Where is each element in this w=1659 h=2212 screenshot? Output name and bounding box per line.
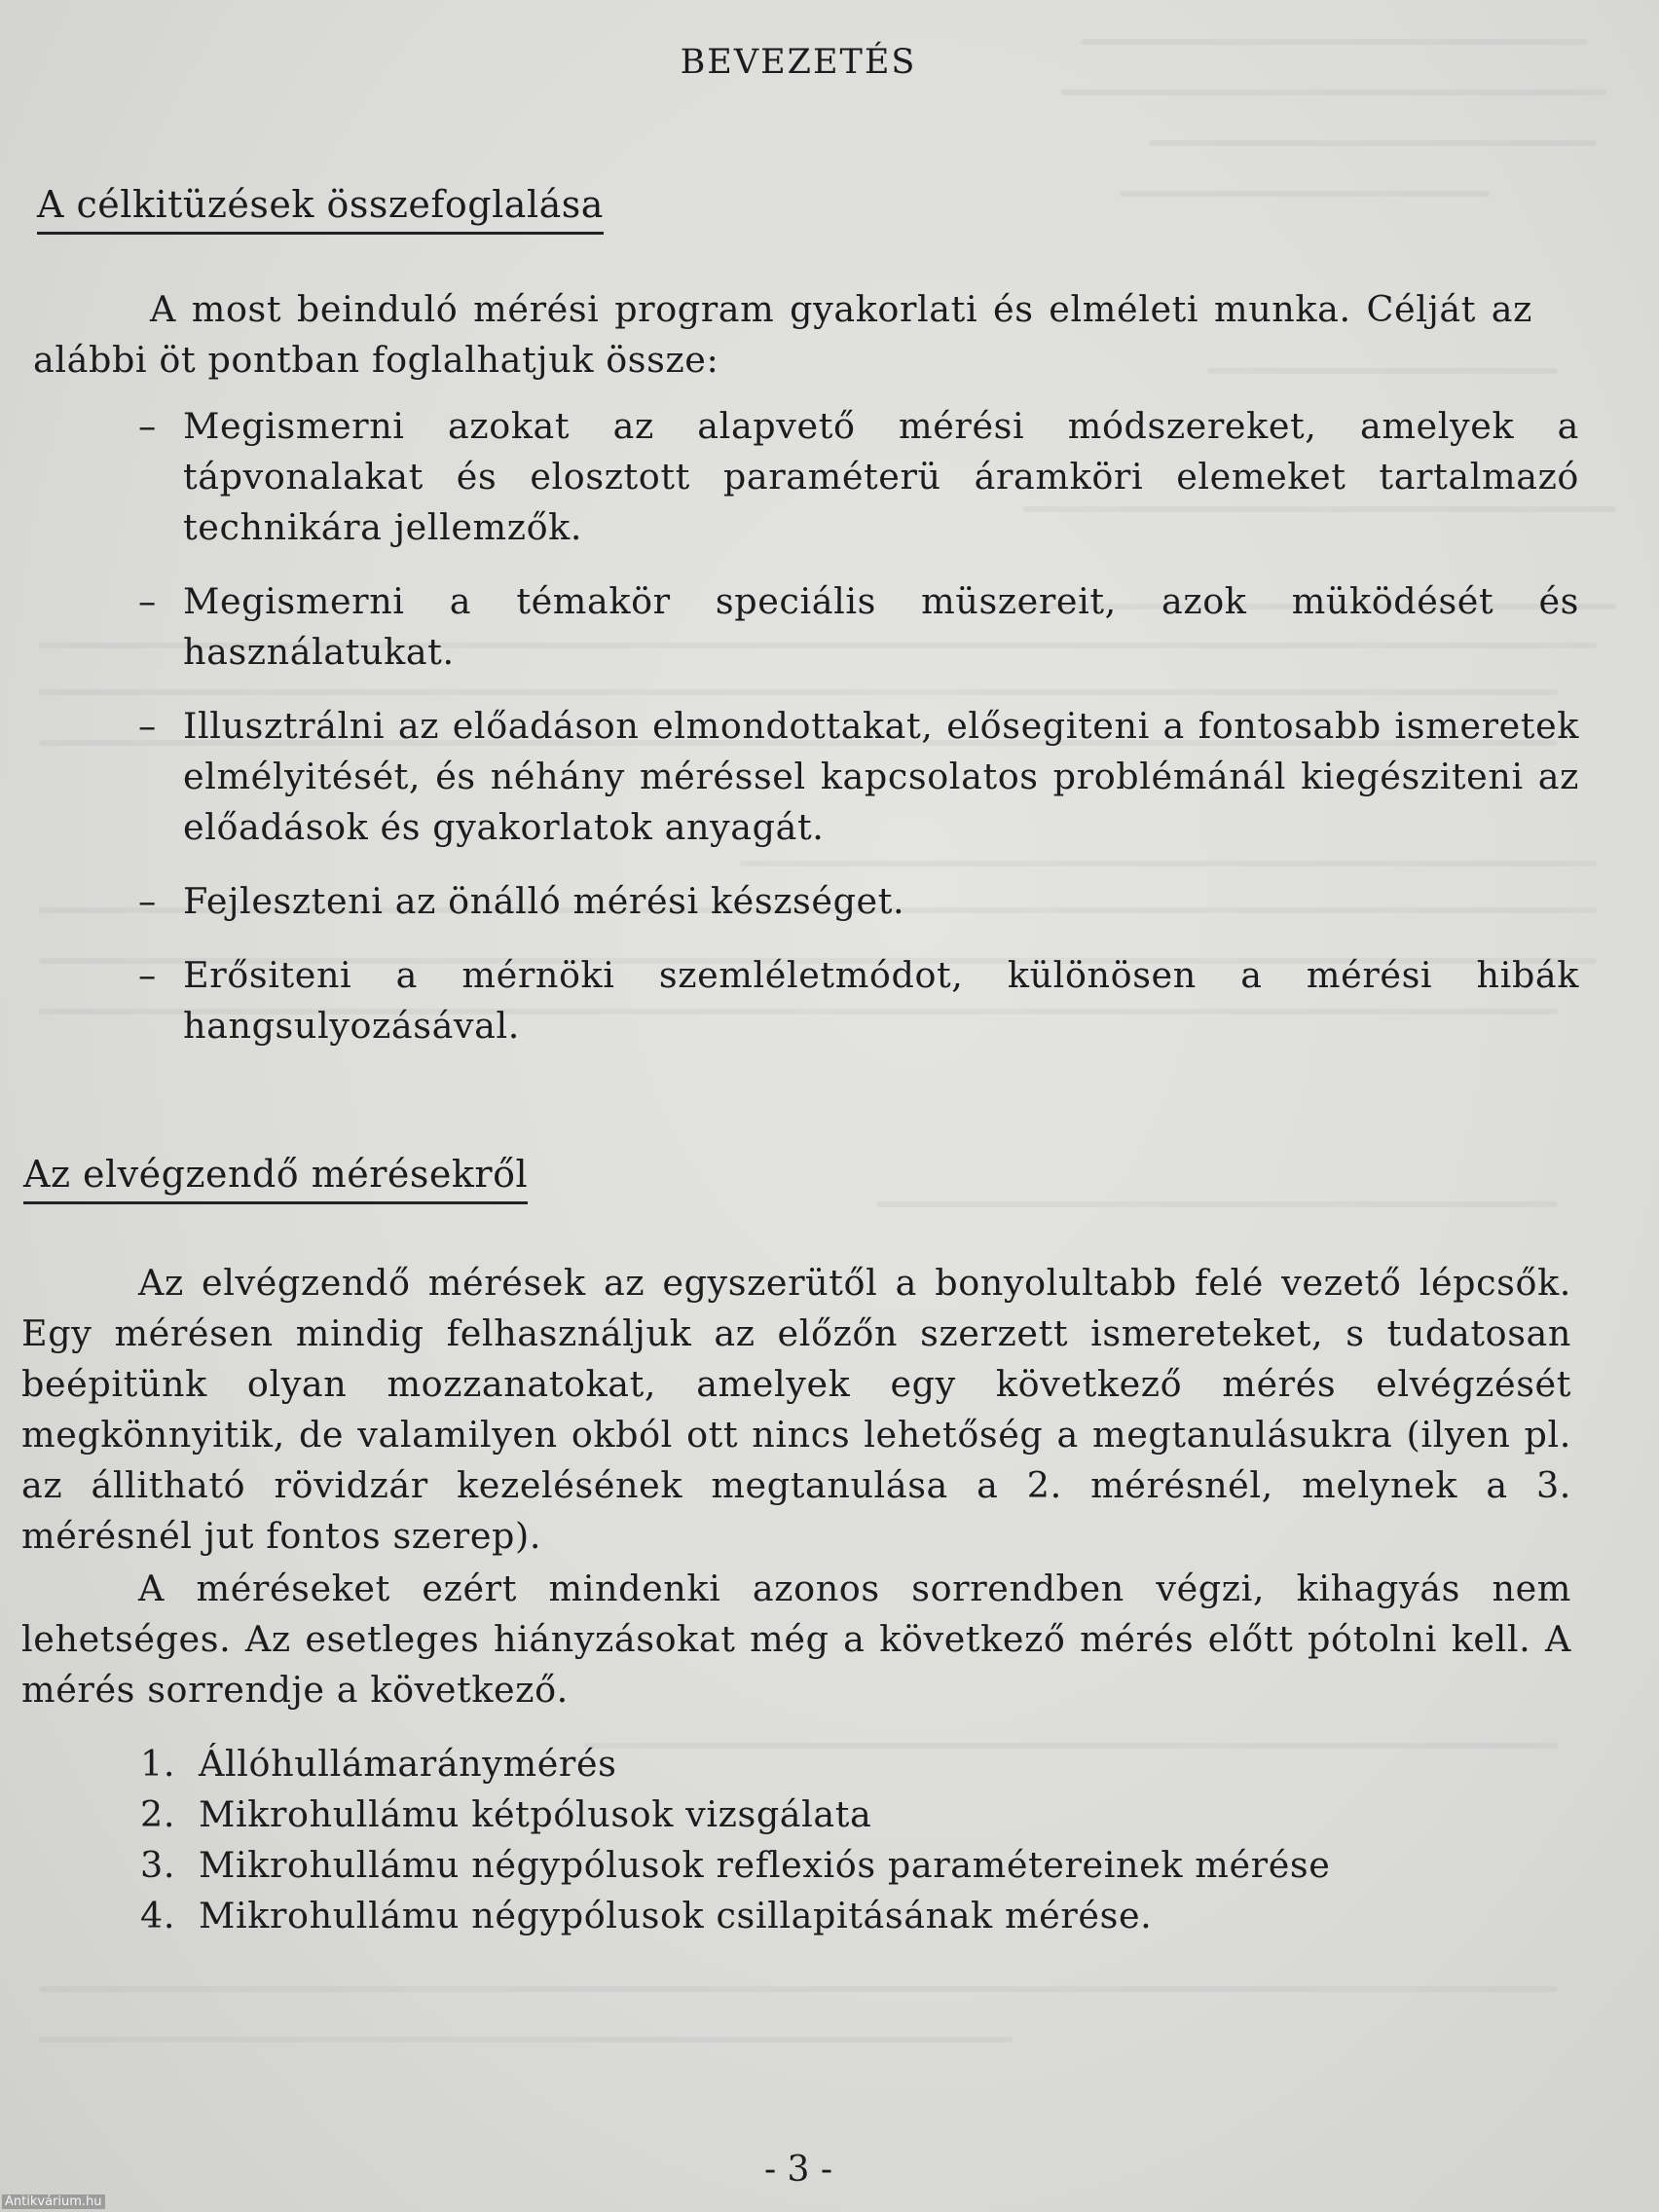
dash-marker: – (138, 880, 157, 922)
measurement-step (140, 1739, 1330, 1789)
dash-marker: – (138, 580, 157, 622)
goals-list (138, 401, 1579, 1075)
measurements-paragraph-2: A méréseket ezért mindenki azonos sorrendben végzi, kihagyás nem lehetséges. Az esetleges hiányzásokat még a következő mérés előtt pótolni kell. A mérés sorrendje a következő. (21, 1567, 1571, 1711)
measurements-paragraph-1: Az elvégzendő mérések az egyszerütől a bonyolultabb felé vezető lépcsők. Egy mérésen mindig felhasználjuk az előzőn szerzett ismereteket, s tudatosan beépitünk olyan mozzanatokat, amelyek egy következő mérés elvégzését megkönnyitik, de valamilyen okból ott nincs lehetőség a megtanulásukra (ilyen pl. az állitható rövidzár kezelésének megtanulása a 2. mérésnél, melynek a 3. mérésnél jut fontos szerep). (21, 1262, 1571, 1557)
goal-text: Megismerni a témakör speciális müszereit, azok müködését és használatukat. (183, 580, 1579, 673)
step-label: Állóhullámaránymérés (199, 1743, 617, 1785)
document-title: BEVEZETÉS (680, 43, 917, 82)
dash-marker: – (138, 705, 157, 747)
step-number: 4. (140, 1895, 176, 1936)
measurement-order-list (140, 1739, 1330, 1941)
goal-text: Megismerni azokat az alapvető mérési módszereket, amelyek a tápvonalakat és elosztott paraméterü áramköri elemeket tartalmazó technikára jellemzők. (183, 405, 1579, 548)
goal-item (138, 701, 1579, 853)
section-heading-measurements: Az elvégzendő mérésekről (23, 1153, 528, 1204)
goal-text: Illusztrálni az előadáson elmondottakat, elősegiteni a fontosabb ismeretek elmélyitését, és néhány méréssel kapcsolatos problémánál kiegésziteni az előadások és gyakorlatok anyagát. (183, 705, 1579, 848)
step-label: Mikrohullámu négypólusok reflexiós paramétereinek mérése (199, 1844, 1331, 1886)
measurement-step (140, 1840, 1330, 1891)
goal-item (138, 950, 1579, 1051)
step-number: 3. (140, 1844, 176, 1886)
measurement-step (140, 1891, 1330, 1941)
step-number: 2. (140, 1793, 176, 1835)
dash-marker: – (138, 954, 157, 996)
goal-item (138, 401, 1579, 553)
goals-intro-paragraph: A most beinduló mérési program gyakorlati és elméleti munka. Célját az alábbi öt pontban foglalhatjuk össze: (33, 288, 1532, 381)
section-heading-goals: A célkitüzések összefoglalása (37, 183, 604, 235)
step-label: Mikrohullámu négypólusok csillapitásának mérése. (199, 1895, 1153, 1936)
goal-text: Fejleszteni az önálló mérési készséget. (183, 880, 905, 922)
step-number: 1. (140, 1743, 176, 1785)
goal-item (138, 876, 1579, 927)
dash-marker: – (138, 405, 157, 447)
goal-text: Erősiteni a mérnöki szemléletmódot, különösen a mérési hibák hangsulyozásával. (183, 954, 1579, 1047)
page-number: - 3 - (763, 2150, 833, 2190)
goal-item (138, 576, 1579, 678)
step-label: Mikrohullámu kétpólusok vizsgálata (199, 1793, 872, 1835)
watermark: Antikvárium.hu (2, 2194, 105, 2209)
measurement-step (140, 1789, 1330, 1840)
